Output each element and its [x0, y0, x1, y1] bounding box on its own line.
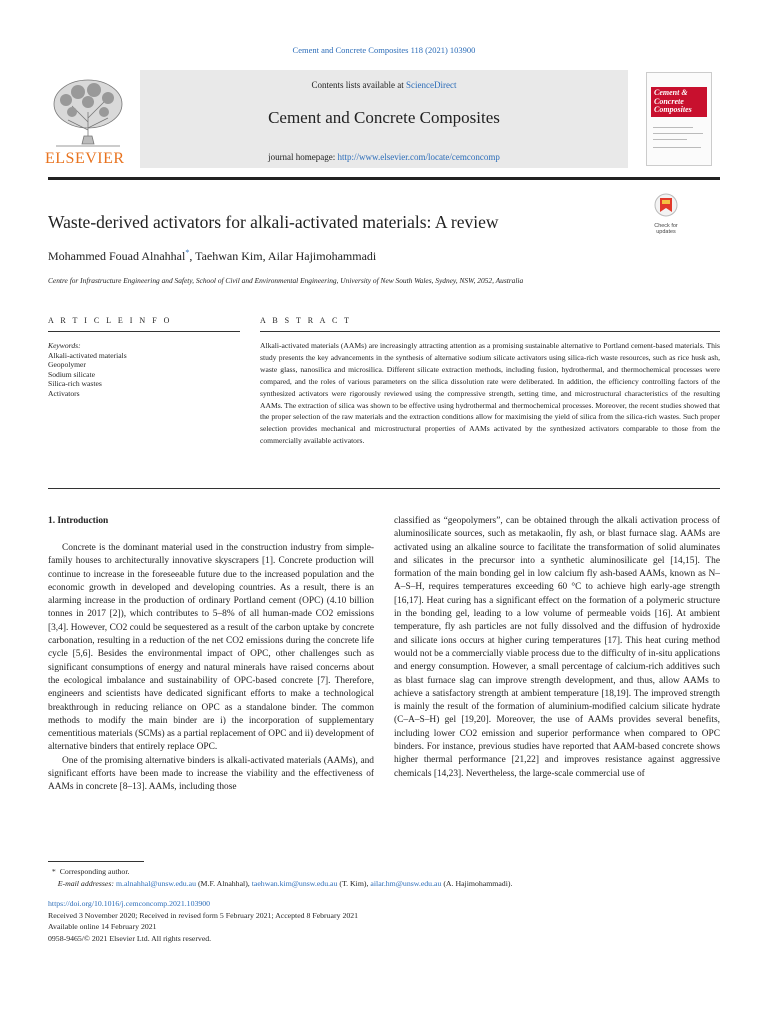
contents-prefix: Contents lists available at — [311, 80, 406, 90]
article-title: Waste-derived activators for alkali-activated materials: A review — [48, 212, 499, 232]
homepage-line — [140, 152, 628, 162]
available-online: Available online 14 February 2021 — [48, 922, 157, 932]
doi-link[interactable]: https://doi.org/10.1016/j.cemconcomp.2021.103900 — [48, 899, 211, 908]
copyright: 0958-9465/© 2021 Elsevier Ltd. All rights reserved. — [48, 934, 212, 944]
header-rule — [48, 177, 720, 180]
check-badge-line1: Check for — [654, 223, 678, 229]
email-owner: (T. Kim), — [337, 879, 371, 888]
right-column — [394, 515, 720, 781]
sciencedirect-link[interactable]: ScienceDirect — [406, 80, 457, 90]
first-author: Mohammed Fouad Alnahhal — [48, 249, 186, 263]
email-link[interactable]: ailar.hm@unsw.edu.au — [370, 879, 442, 888]
email-link[interactable]: m.alnahhal@unsw.edu.au — [115, 879, 197, 888]
abstract-bottom-rule — [48, 488, 720, 489]
corr-text: Corresponding author. — [59, 867, 130, 876]
journal-cover-thumbnail[interactable] — [646, 72, 712, 166]
keyword-item: Alkali-activated materials — [48, 350, 127, 360]
section-heading: 1. Introduction — [48, 516, 109, 526]
received-dates: Received 3 November 2020; Received in revised form 5 February 2021; Accepted 8 February 2021 — [48, 910, 359, 920]
check-updates-icon — [648, 192, 684, 218]
cover-title: Cement & Concrete Composites — [651, 87, 707, 117]
journal-title: Cement and Concrete Composites — [268, 108, 500, 127]
abstract-rule — [260, 331, 720, 332]
left-column — [48, 542, 374, 795]
publication-info — [48, 898, 358, 945]
homepage-prefix: journal homepage: — [268, 152, 338, 162]
author-list — [48, 248, 376, 264]
abstract-text: Alkali-activated materials (AAMs) are increasingly attracting attention as a promising sustainable alternative to Portland cement-based materials. This study presents the key advancements in the synthesis of alternative sodium silicate activators using silica-rich waste resources, such as rice husk ash, waste glass, nanosilica and microsilica. Different silicate extraction methods, including fusion, hydrothermal, and thermochemical processes were compared, and the roles of various parameters on the silica dissolution rate were deliberated. In addition, the efficiency controlling factors of the synthesized activators were rigorously reviewed using the compressive strength, setting time, and microstructural characteristics of the resulting AAMs. The extraction of silica was shown to be effective using hydrothermal and thermochemical processes. Moreover, the recent studies showed that the proper selection of the raw materials and the extraction conditions allow for maximising the yield of silica from the silica-rich wastes. Such proper selection provides mechanical and microstructural properties of AAMs activated by the synthesized activators comparable to those from the commercially available activators. — [260, 341, 720, 446]
keyword-item: Silica-rich wastes — [48, 379, 102, 389]
corresponding-note — [48, 866, 512, 878]
keywords-block — [48, 341, 127, 399]
homepage-link[interactable]: http://www.elsevier.com/locate/cemconcomp — [337, 152, 500, 162]
corr-mark: * — [51, 867, 56, 876]
email-owner: (A. Hajimohammadi). — [441, 879, 513, 888]
intro-paragraph: One of the promising alternative binders is alkali-activated materials (AAMs), and significant efforts have been made to increase the viability and the effectiveness of AAMs in concrete [8–13]. AAMs, including those — [48, 755, 374, 793]
contents-line — [140, 80, 628, 90]
check-for-updates-badge[interactable] — [648, 192, 684, 235]
keyword-item: Sodium silicate — [48, 369, 96, 379]
abstract-label: A B S T R A C T — [260, 316, 352, 325]
affiliation: Centre for Infrastructure Engineering and Safety, School of Civil and Environmental Engineering, University of New South Wales, Sydney, NSW, 2052, Australia — [48, 276, 524, 285]
coauthors: , Taehwan Kim, Ailar Hajimohammadi — [189, 249, 377, 263]
footnotes — [48, 866, 512, 890]
intro-paragraph: Concrete is the dominant material used in the construction industry from simple-family houses to architecturally innovative skyscrapers [1]. Concrete production will continue to increase in the foreseeable future due to the increased population and the economic growth in developed and developing countries. As a result, there is an alarming increase in the production of ordinary Portland cement (OPC) (4.10 billion tonnes in 2017 [2]), which contributes to 5–8% of all human-made CO2 emissions [3,4]. However, CO2 could be sequestered as a result of the carbon uptake by concrete carbonation, resulting in a reduction of the net CO2 emissions during the concrete life cycle [5,6]. Besides the environmental impact of OPC, other challenges such as significant consumptions of energy and natural minerals have raised concerns about the ecological imbalance and sustainability of OPC-based concrete [7]. Therefore, engineers and scientists have dedicated significant efforts to make a technological breakthrough in reducing reliance on OPC as a standalone binder. The common methods to modify the main binder are i) the incorporation of supplementary cementitious materials (SCMs) as a partial replacement of OPC and ii) development of alternative binders that entirely replace OPC. — [48, 543, 374, 753]
journal-citation-link[interactable]: Cement and Concrete Composites 118 (2021) 103900 — [292, 45, 476, 55]
check-badge-line2: updates — [656, 229, 676, 235]
intro-paragraph: classified as “geopolymers”, can be obtained through the alkali activation process of aluminosilicate sources, such as metakaolin, fly ash, or blast furnace slag. AAMs are activated using an alkaline source to facilitate the transformation of solid aluminates and silicates in the precursor into a synthetic aluminosilicate gel [14,15]. The formation of the main bonding gel in low calcium fly ash-based AAMs, known as N–A–S–H, requires temperatures exceeding 60 °C to achieve high early-age strength [16,17]. Heat curing has a significant effect on the formation of a polymeric structure in the bonding gel, leading to a low volume of permeable voids [16]. At ambient temperature, fly ash particles are not fully dissolved and the diffusion of hydroxide and silicate ions occurs at higher curing temperatures [17]. This heat curing method would not be a commercially viable process due to the difficulty of in-situ applications and energy consumption. However, a small percentage of calcium-rich additives such as blast furnace slag can improve strength development, and thus, allow AAMs to achieve a satisfactory strength at ambient temperature [18,19]. The improved strength is mainly the result of the formation of aluminium-modified calcium silicate hydrate (C–A–S–H) gel [19,20]. Moreover, the use of AAMs provides several benefits, including lower CO2 emission and superior performance when compared to OPC binders. For instance, previous studies have reported that AAM-based concrete shows higher thermal performance [21,22] and improves resistance against aggressive chemicals [14,23]. Nevertheless, the large-scale commercial use of — [394, 516, 720, 779]
article-info-label: A R T I C L E I N F O — [48, 316, 172, 325]
corresponding-author-mark[interactable]: * — [185, 248, 190, 257]
email-owner: (M.F. Alnahhal), — [196, 879, 252, 888]
elsevier-wordmark: ELSEVIER — [45, 150, 125, 167]
email-label: E-mail addresses: — [57, 879, 114, 888]
keyword-item: Geopolymer — [48, 360, 86, 370]
article-info-rule — [48, 331, 240, 332]
keywords-label: Keywords: — [48, 341, 81, 350]
email-link[interactable]: taehwan.kim@unsw.edu.au — [251, 879, 338, 888]
keyword-item: Activators — [48, 388, 80, 398]
email-line — [48, 878, 512, 890]
footnote-rule — [48, 861, 144, 862]
